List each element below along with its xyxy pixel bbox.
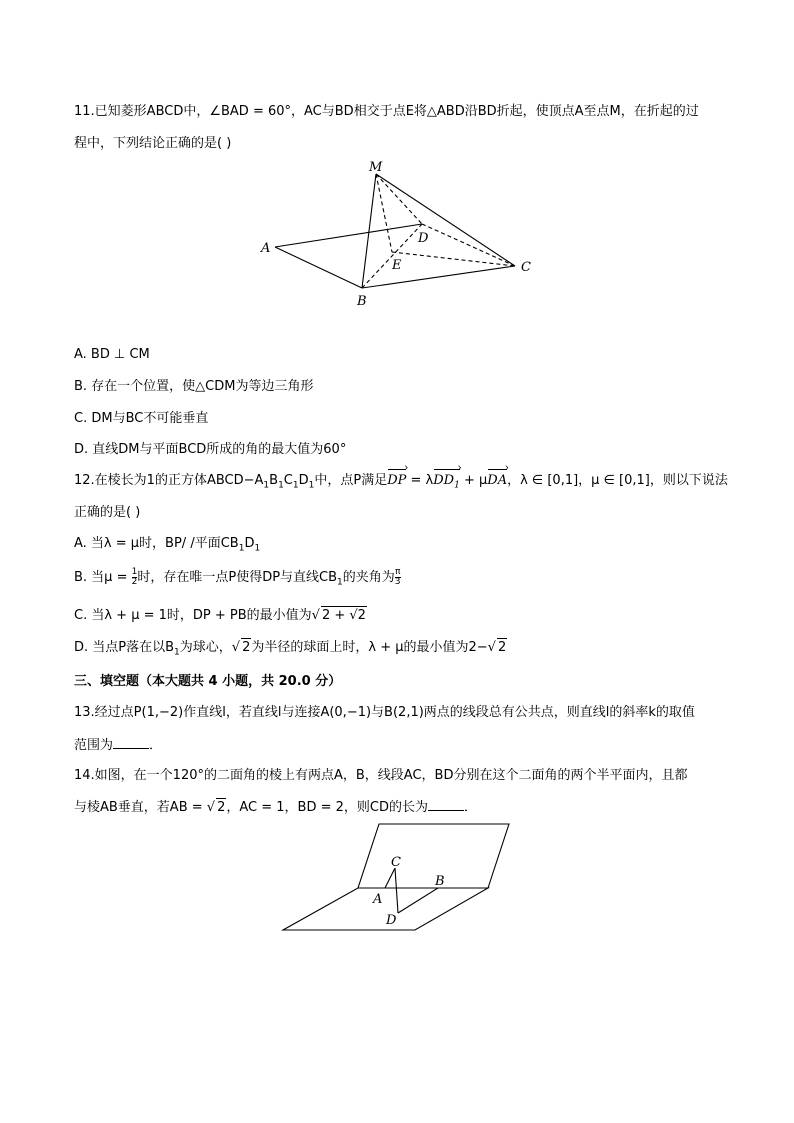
- q11-stem-line1: 11.已知菱形ABCD中，∠BAD = 60°，AC与BD相交于点E将△ABD沿BD折起，使顶点A至点M，在折起的过: [74, 104, 699, 119]
- label-B: B: [357, 294, 367, 309]
- label-C: C: [521, 260, 531, 275]
- edge-MC: [376, 174, 515, 266]
- label-M: M: [369, 160, 383, 175]
- segment-AC: [385, 868, 395, 888]
- edge-AB: [275, 247, 362, 288]
- q14-stem-line2: 与棱AB垂直，若AB = √ 2，AC = 1，BD = 2，则CD的长为 ．: [74, 800, 477, 815]
- q11-option-a: A. BD ⊥ CM: [74, 347, 150, 362]
- q13-stem-line1: 13.经过点P(1,−2)作直线l，若直线l与连接A(0,−1)与B(2,1)两点的线段总有公共点，则直线l的斜率k的取值: [74, 705, 695, 720]
- label-C: C: [391, 855, 401, 870]
- vector-DD1: $DD_1$ ›: [433, 472, 460, 495]
- q13-stem-line2: 范围为 ．: [74, 738, 163, 753]
- q12-option-d: D. 当点P落在以$B_1$为球心，√ 2为半径的球面上时，λ + μ的最小值为2−√ 2: [74, 640, 507, 658]
- label-D: D: [418, 231, 429, 246]
- vector-DP: DP ›: [387, 472, 406, 490]
- section-3-heading: 三、填空题（本大题共 4 小题，共 20.0 分）: [74, 674, 342, 689]
- edge-DC: [422, 224, 515, 266]
- q14-figure: [275, 818, 525, 938]
- label-D: D: [386, 913, 397, 928]
- q11-option-c: C. DM与BC不可能垂直: [74, 411, 209, 426]
- segment-BD: [398, 888, 438, 913]
- upper-half-plane: [358, 824, 509, 888]
- vector-DA: DA ›: [487, 472, 507, 490]
- edge-BC: [362, 266, 515, 288]
- edge-MD: [376, 174, 422, 224]
- q11-figure: [255, 155, 540, 310]
- q12-stem-line1: 12.在棱长为1的正方体$ABCD-A_1B_1C_1D_1$中，点P满足DP › = λDD$_1$ › + μDA ›，λ ∈ [0,1]，μ ∈ [0,1]，则以下说法: [74, 472, 728, 495]
- label-A: A: [373, 892, 383, 907]
- q11-option-d: D. 直线DM与平面BCD所成的角的最大值为60°: [74, 442, 347, 457]
- label-E: E: [392, 258, 402, 273]
- q12-option-b: B. 当μ = $\frac{1}{2}$ 时，存在唯一点P使得DP与直线$CB_1$的夹角为 $\frac{\pi}{3}$: [74, 567, 401, 588]
- fraction-one-half: $\frac{1}{2}$: [131, 567, 138, 587]
- edge-BD: [362, 224, 422, 288]
- label-A: A: [261, 241, 271, 256]
- q12-option-a: A. 当λ = μ时，BP/ /平面$CB_1D_1$: [74, 536, 261, 554]
- q11-stem-line2: 程中，下列结论正确的是( ): [74, 136, 232, 151]
- fraction-pi-over-three: $\frac{\pi}{3}$: [394, 567, 401, 587]
- q11-option-b: B. 存在一个位置，使△CDM为等边三角形: [74, 379, 314, 394]
- edge-ME: [376, 174, 392, 252]
- label-B: B: [435, 874, 445, 889]
- q14-stem-line1: 14.如图，在一个120°的二面角的棱上有两点A，B，线段AC，BD分别在这个二面角的两个半平面内，且都: [74, 768, 688, 783]
- q12-stem-line2: 正确的是( ): [74, 505, 141, 520]
- q12-option-c: C. 当λ + μ = 1时，DP + PB的最小值为√ 2 + √2: [74, 608, 366, 623]
- answer-blank[interactable]: [428, 798, 464, 811]
- answer-blank[interactable]: [113, 736, 149, 749]
- edge-AD: [275, 224, 422, 247]
- segment-CD: [395, 868, 398, 913]
